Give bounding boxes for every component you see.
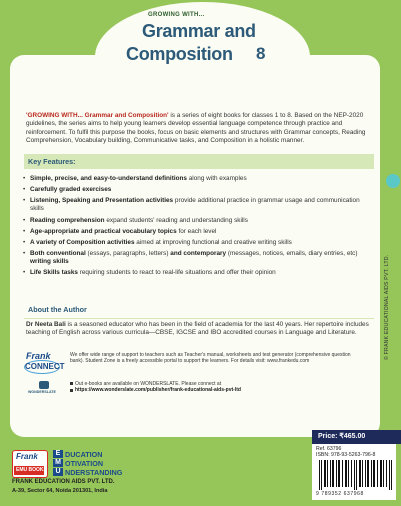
about-divider xyxy=(24,318,374,319)
frank-connect-logo xyxy=(24,351,65,375)
feature-text: expand students' reading and understanding skills xyxy=(104,216,248,224)
wonderslate-label: WONDERSLATE xyxy=(28,390,56,394)
ebook-line-text: Out e-books are available on WONDERSLATE. Please connect at xyxy=(75,381,222,387)
feature-text: (messages, notices, emails, diary entries, etc) xyxy=(226,250,358,258)
feature-bold: Carefully graded exercises xyxy=(30,186,112,194)
ebook-notice xyxy=(70,381,370,394)
connect-description: We offer wide range of support to teachers such as Teacher's manual, worksheets and test generator (comprehensive question bank). Student Zone is a freely accessible portal to support the learners. For details visit: www.frankedu.com xyxy=(70,352,351,365)
price-label: Price: ₹465.00 xyxy=(312,430,401,444)
side-dot-icon xyxy=(386,174,400,188)
volume-label: 8 xyxy=(256,44,266,63)
intro-highlight: 'GROWING WITH... Grammar and Composition' xyxy=(26,112,169,119)
ebook-link-text[interactable]: https://www.wonderslate.com/publisher/frank-educational-aids-pvt-ltd xyxy=(75,387,241,394)
copyright-side-text: © FRANK EDUCATIONAL AIDS PVT. LTD. xyxy=(384,254,390,360)
emu-word: DUCATION xyxy=(65,450,103,459)
feature-bold: Age-appropriate and practical vocabulary topics xyxy=(30,227,177,235)
emu-letter: U xyxy=(53,468,63,476)
publisher-logo-bottom: EMU BOOKS xyxy=(16,467,47,473)
publisher-address: A-39, Sector 64, Noida 201301, India xyxy=(12,488,108,494)
feature-bold: Reading comprehension xyxy=(30,216,105,224)
emu-word: OTIVATION xyxy=(65,459,104,468)
list-item xyxy=(30,239,370,247)
wonderslate-icon xyxy=(39,381,49,389)
square-bullet-icon xyxy=(70,389,73,392)
author-name: Dr Neeta Bali xyxy=(26,321,66,328)
list-item xyxy=(30,217,370,225)
intro-text: is a series of eight books for classes 1 to 8. Based on the NEP-2020 guidelines, the series aims to help young learners develop essential language competence through practice and reinforcement. To fulfil this purpose the books, focus on basic elements and structures with Grammar concepts, Reading Comprehension, Vocabulary building, Communicative tasks, and Composition in a holistic manner. xyxy=(26,112,366,145)
feature-bold: Life Skills tasks xyxy=(30,269,78,277)
emu-word: NDERSTANDING xyxy=(65,468,123,477)
ebook-link[interactable] xyxy=(70,387,370,393)
feature-text: along with examples xyxy=(186,175,247,182)
list-item xyxy=(30,228,370,236)
feature-bold: Listening, Speaking and Presentation activities xyxy=(30,197,174,205)
frank-connect-logo-bottom: CONNECT xyxy=(25,362,65,371)
feature-text: aimed at improving functional and creative writing skills xyxy=(134,238,292,246)
key-features-heading: Key Features: xyxy=(28,157,76,166)
barcode-number: 9 789352 637968 xyxy=(316,491,364,497)
publisher-name: FRANK EDUCATION AIDS PVT. LTD. xyxy=(12,479,115,485)
key-features-band xyxy=(24,154,374,169)
about-heading: About the Author xyxy=(28,305,87,314)
feature-bold: A variety of Composition activities xyxy=(30,238,135,246)
book-title-line2: Composition xyxy=(126,44,233,64)
publisher-logo-top: Frank xyxy=(16,452,38,461)
about-text: is a seasoned educator who has been in the field of academia for the last 40 years. Her repertoire includes teaching of English across various curricula—CBSE, IGCSE and IBO accredited courses in Language and Literature. xyxy=(26,321,369,337)
intro-paragraph xyxy=(26,112,372,146)
series-name: GROWING WITH... xyxy=(148,12,205,18)
emu-letter: E xyxy=(53,450,63,458)
feature-bold: Simple, precise, and easy-to-understand definitions xyxy=(30,175,187,182)
wonderslate-logo xyxy=(28,381,62,395)
list-item xyxy=(30,186,370,194)
feature-text: requiring students to react to real-life situations and offer their opinion xyxy=(77,269,276,277)
isbn-number: ISBN: 978-93-5263-796-8 xyxy=(316,452,376,458)
ref-number: Ref. 63796 xyxy=(316,446,342,452)
list-item xyxy=(30,175,370,183)
feature-text: provide additional practice in grammar usage and communication skills xyxy=(30,197,360,213)
feature-text: for each level xyxy=(176,227,217,235)
feature-bold: Both conventional xyxy=(30,250,86,258)
volume-number xyxy=(256,44,265,64)
feature-bold: writing skills xyxy=(30,258,69,266)
emu-letters xyxy=(53,450,63,477)
feature-bold: and contemporary xyxy=(170,250,227,258)
feature-text: (essays, paragraphs, letters) xyxy=(85,250,171,258)
list-item xyxy=(30,250,370,266)
square-bullet-icon xyxy=(70,382,73,385)
emu-letter: M xyxy=(53,459,63,467)
about-paragraph xyxy=(26,321,372,338)
book-title-line1: Grammar and xyxy=(142,21,256,41)
list-item xyxy=(30,197,370,213)
key-features-list xyxy=(30,175,370,281)
list-item xyxy=(30,269,370,277)
frank-connect-logo-top: Frank xyxy=(26,351,51,361)
barcode-icon xyxy=(318,460,394,490)
emu-words xyxy=(65,450,122,477)
